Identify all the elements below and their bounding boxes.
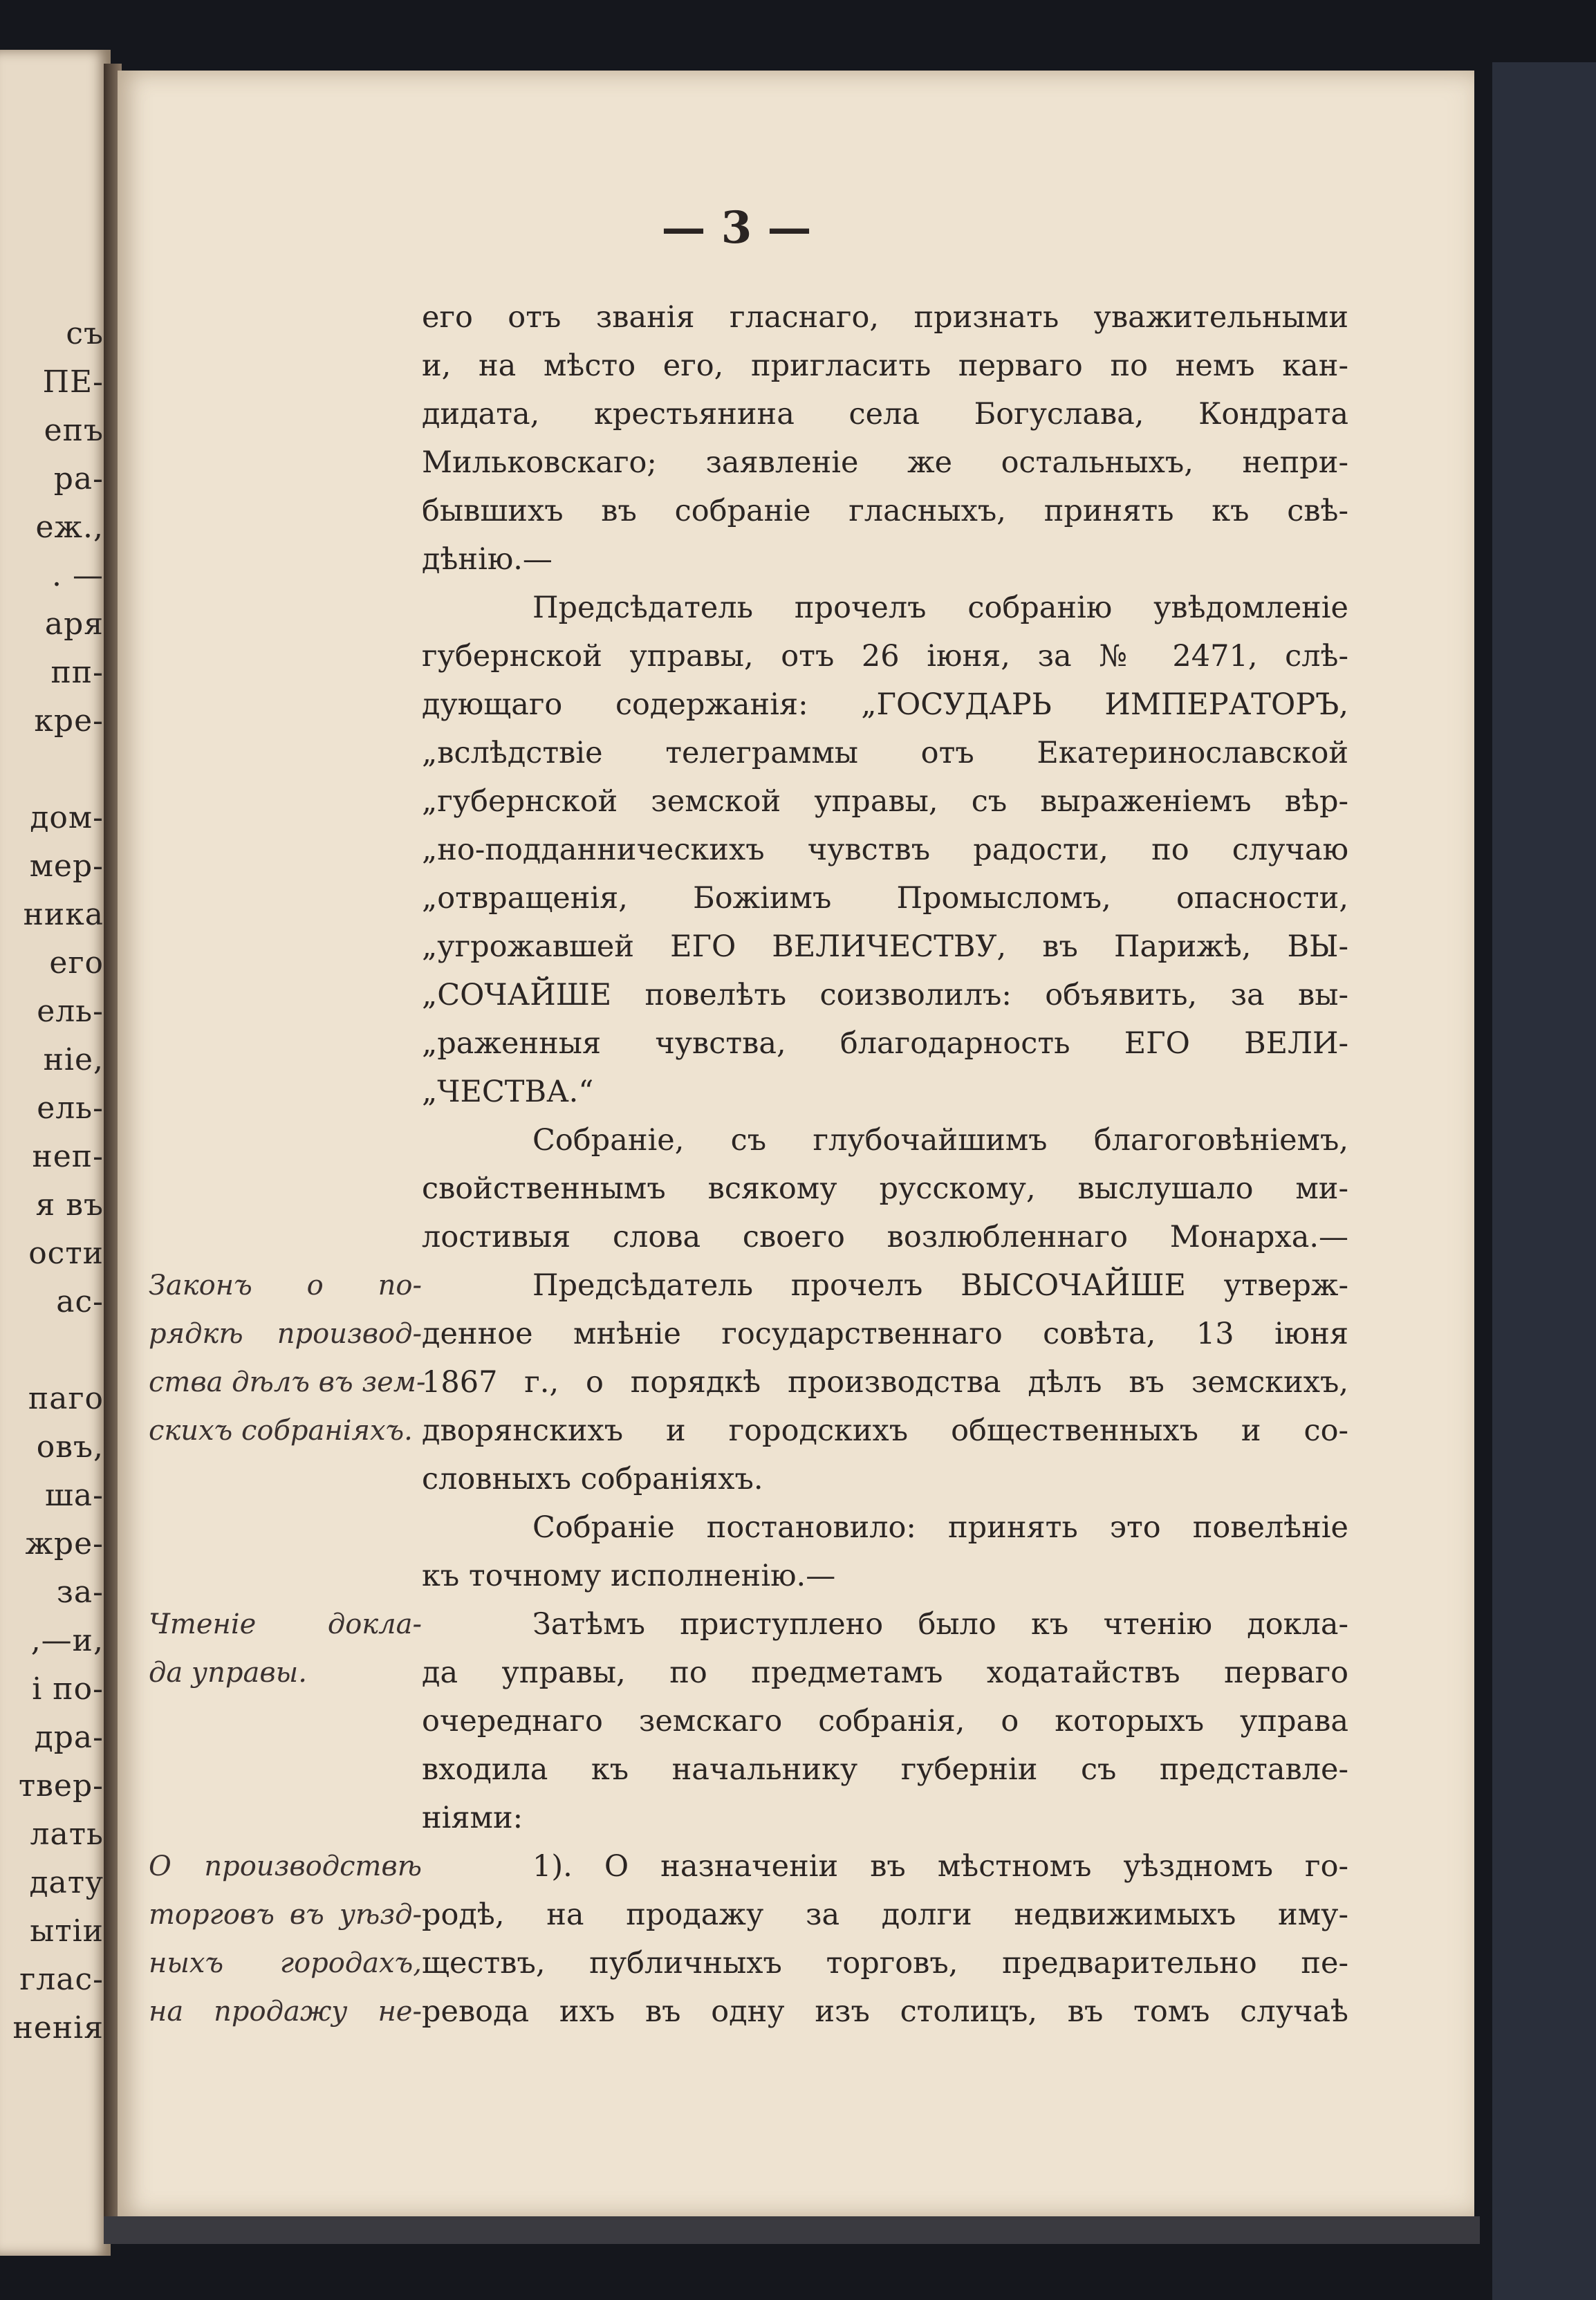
margin-note: О производствѣ: [149, 1851, 422, 1882]
body-line: дворянскихъ и городскихъ общественныхъ и со-: [422, 1413, 1348, 1448]
left-page-line: жре-: [25, 1526, 104, 1561]
body-line: „угрожавшей ЕГО ВЕЛИЧЕСТВУ, въ Парижѣ, ВЫ-: [422, 929, 1348, 964]
left-page-line: ненія: [12, 2010, 104, 2046]
left-page-line: аря: [44, 606, 104, 642]
body-line: Предсѣдатель прочелъ собранію увѣдомленіе: [532, 591, 1348, 625]
margin-note: ства дѣлъ въ зем-: [149, 1366, 426, 1398]
body-line: Предсѣдатель прочелъ ВЫСОЧАЙШЕ утверж-: [532, 1268, 1348, 1303]
left-page-line: за-: [56, 1575, 104, 1610]
body-line: „СОЧАЙШЕ повелѣть соизволилъ: объявить, за вы-: [422, 978, 1348, 1012]
body-line: ніями:: [422, 1801, 523, 1835]
left-page-line: я въ: [35, 1187, 104, 1223]
margin-note: скихъ собраніяхъ.: [149, 1415, 413, 1447]
left-page-line: ель-: [37, 1091, 104, 1126]
book-cover-edge: [1492, 62, 1596, 2300]
body-line: 1867 г., о порядкѣ производства дѣлъ въ земскихъ,: [422, 1365, 1348, 1400]
body-line: свойственнымъ всякому русскому, выслушало ми-: [422, 1171, 1348, 1206]
body-line: „вслѣдствіе телеграммы отъ Екатеринославской: [422, 736, 1348, 770]
left-page-line: мер-: [29, 848, 104, 884]
body-line: его отъ званія гласнаго, признать уважительными: [422, 300, 1348, 335]
left-page-line: овъ,: [36, 1429, 104, 1465]
body-line: родѣ, на продажу за долги недвижимыхъ иму-: [422, 1898, 1348, 1932]
left-page: [0, 50, 111, 2256]
margin-note: Законъ о по-: [149, 1270, 422, 1301]
margin-note: на продажу не-: [149, 1996, 422, 2028]
left-page-line: ытіи: [30, 1913, 104, 1949]
left-page-line: еж.,: [35, 510, 104, 545]
left-page-line: дату: [29, 1865, 104, 1900]
left-page-line: ра-: [53, 461, 104, 497]
left-page-line: твер-: [18, 1768, 104, 1803]
body-line: ревода ихъ въ одну изъ столицъ, въ томъ случаѣ: [422, 1994, 1348, 2029]
body-line: „но-подданническихъ чувствъ радости, по случаю: [422, 833, 1348, 867]
body-line: „раженныя чувства, благодарность ЕГО ВЕЛИ-: [422, 1026, 1348, 1061]
margin-note: ныхъ городахъ,: [149, 1947, 422, 1979]
body-line: входила къ начальнику губерніи съ представле-: [422, 1752, 1348, 1787]
body-line: денное мнѣніе государственнаго совѣта, 13 іюня: [422, 1317, 1348, 1351]
body-line: Собраніе, съ глубочайшимъ благоговѣніемъ,: [532, 1123, 1348, 1158]
body-line: дидата, крестьянина села Богуслава, Кондрата: [422, 397, 1348, 432]
page-number: — 3 —: [661, 202, 812, 254]
left-page-line: его: [49, 945, 104, 981]
left-page-line: ніе,: [43, 1042, 104, 1077]
body-line: очереднаго земскаго собранія, о которыхъ управа: [422, 1704, 1348, 1738]
left-page-line: ша-: [44, 1478, 104, 1513]
left-page-line: ости: [28, 1236, 104, 1271]
body-line: бывшихъ въ собраніе гласныхъ, принять къ свѣ-: [422, 494, 1348, 528]
left-page-line: глас-: [19, 1962, 104, 1997]
left-page-line: ас-: [56, 1284, 104, 1319]
margin-note: рядкѣ производ-: [149, 1318, 422, 1350]
left-page-line: ника: [23, 897, 104, 932]
left-page-line: . —: [52, 558, 104, 593]
body-line: словныхъ собраніяхъ.: [422, 1462, 763, 1496]
left-page-line: ель-: [37, 994, 104, 1029]
body-line: Затѣмъ приступлено было къ чтенію докла-: [532, 1607, 1348, 1642]
margin-note: торговъ въ уѣзд-: [149, 1899, 422, 1931]
left-page-line: кре-: [34, 703, 104, 739]
left-page-line: ПЕ-: [42, 364, 104, 400]
body-line: лостивыя слова своего возлюбленнаго Монарха.—: [422, 1220, 1348, 1254]
left-page-line: неп-: [32, 1139, 104, 1174]
left-page-line: епъ: [44, 413, 104, 448]
body-line: да управы, по предметамъ ходатайствъ перваго: [422, 1656, 1348, 1690]
body-line: къ точному исполненію.—: [422, 1559, 836, 1593]
left-page-line: дом-: [30, 800, 104, 835]
margin-note: Чтеніе докла-: [149, 1608, 422, 1640]
body-line: и, на мѣсто его, пригласить перваго по немъ кан-: [422, 349, 1348, 383]
body-line: Собраніе постановило: принять это повелѣніе: [532, 1510, 1348, 1545]
body-line: Мильковскаго; заявленіе же остальныхъ, непри-: [422, 445, 1348, 480]
left-page-line: пп-: [50, 655, 104, 690]
body-line: дующаго содержанія: „ГОСУДАРЬ ИМПЕРАТОРЪ,: [422, 687, 1348, 722]
body-line: „отвращенія, Божіимъ Промысломъ, опасности,: [422, 881, 1348, 916]
left-page-line: і по-: [32, 1671, 104, 1707]
body-line: дѣнію.—: [422, 542, 553, 577]
left-page-line: лать: [30, 1817, 104, 1852]
left-page-line: съ: [66, 316, 104, 351]
left-page-line: ,—и,: [30, 1623, 104, 1658]
left-page-line: дра-: [34, 1720, 104, 1755]
left-page-line: паго: [28, 1381, 104, 1416]
margin-note: да управы.: [149, 1657, 307, 1689]
body-line: губернской управы, отъ 26 іюня, за № 2471, слѣ-: [422, 639, 1348, 674]
body-line: 1). О назначеніи въ мѣстномъ уѣздномъ го-: [532, 1849, 1348, 1884]
body-line: „ЧЕСТВА.“: [422, 1075, 594, 1109]
book-bottom-edge: [104, 2216, 1480, 2244]
body-line: ществъ, публичныхъ торговъ, предварительно пе-: [422, 1946, 1348, 1981]
body-line: „губернской земской управы, съ выраженіемъ вѣр-: [422, 784, 1348, 819]
